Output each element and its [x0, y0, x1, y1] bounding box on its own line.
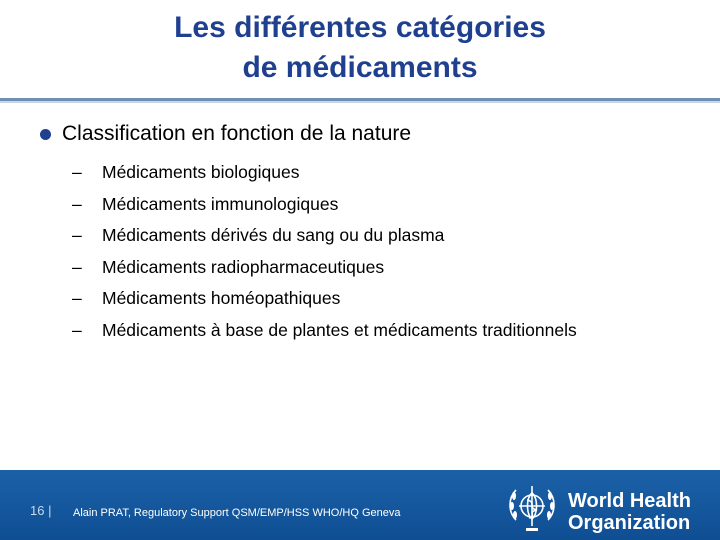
list-item-text: Médicaments dérivés du sang ou du plasma — [102, 225, 445, 245]
who-logo-line-2: Organization — [568, 512, 691, 534]
dash-icon: – — [72, 288, 82, 308]
footer-bar — [0, 470, 720, 540]
who-logo-line-1: World Health — [568, 490, 691, 512]
list-item-text: Médicaments biologiques — [102, 162, 300, 182]
who-logo-text — [568, 490, 691, 534]
bullet-dot-icon — [40, 129, 51, 140]
page-number: 16 | — [30, 503, 52, 518]
footer-text: Alain PRAT, Regulatory Support QSM/EMP/HSS WHO/HQ Geneva — [73, 507, 401, 519]
dash-icon: – — [72, 225, 82, 245]
list-item-text: Médicaments homéopathiques — [102, 288, 341, 308]
list-item-text: Médicaments immunologiques — [102, 193, 339, 214]
title-line-1: Les différentes catégories — [174, 11, 546, 44]
dash-icon: – — [72, 162, 82, 182]
list-item-text: Médicaments radiopharmaceutiques — [102, 256, 385, 277]
list-item-text: Médicaments à base de plantes et médicaments traditionnels — [102, 319, 577, 340]
list-item — [72, 223, 577, 255]
slide-title — [0, 8, 720, 88]
who-emblem-icon — [506, 480, 558, 536]
list-item — [72, 255, 577, 287]
dash-icon: – — [72, 319, 82, 340]
dash-icon: – — [72, 256, 82, 277]
main-bullet-text: Classification en fonction de la nature — [62, 122, 412, 145]
title-divider-shadow — [0, 101, 720, 103]
title-line-2: de médicaments — [242, 51, 478, 84]
sub-bullet-list — [72, 160, 577, 349]
list-item — [72, 318, 577, 350]
dash-icon: – — [72, 193, 82, 214]
main-bullet — [40, 122, 411, 146]
list-item — [72, 160, 577, 192]
list-item — [72, 192, 577, 224]
list-item — [72, 286, 577, 318]
